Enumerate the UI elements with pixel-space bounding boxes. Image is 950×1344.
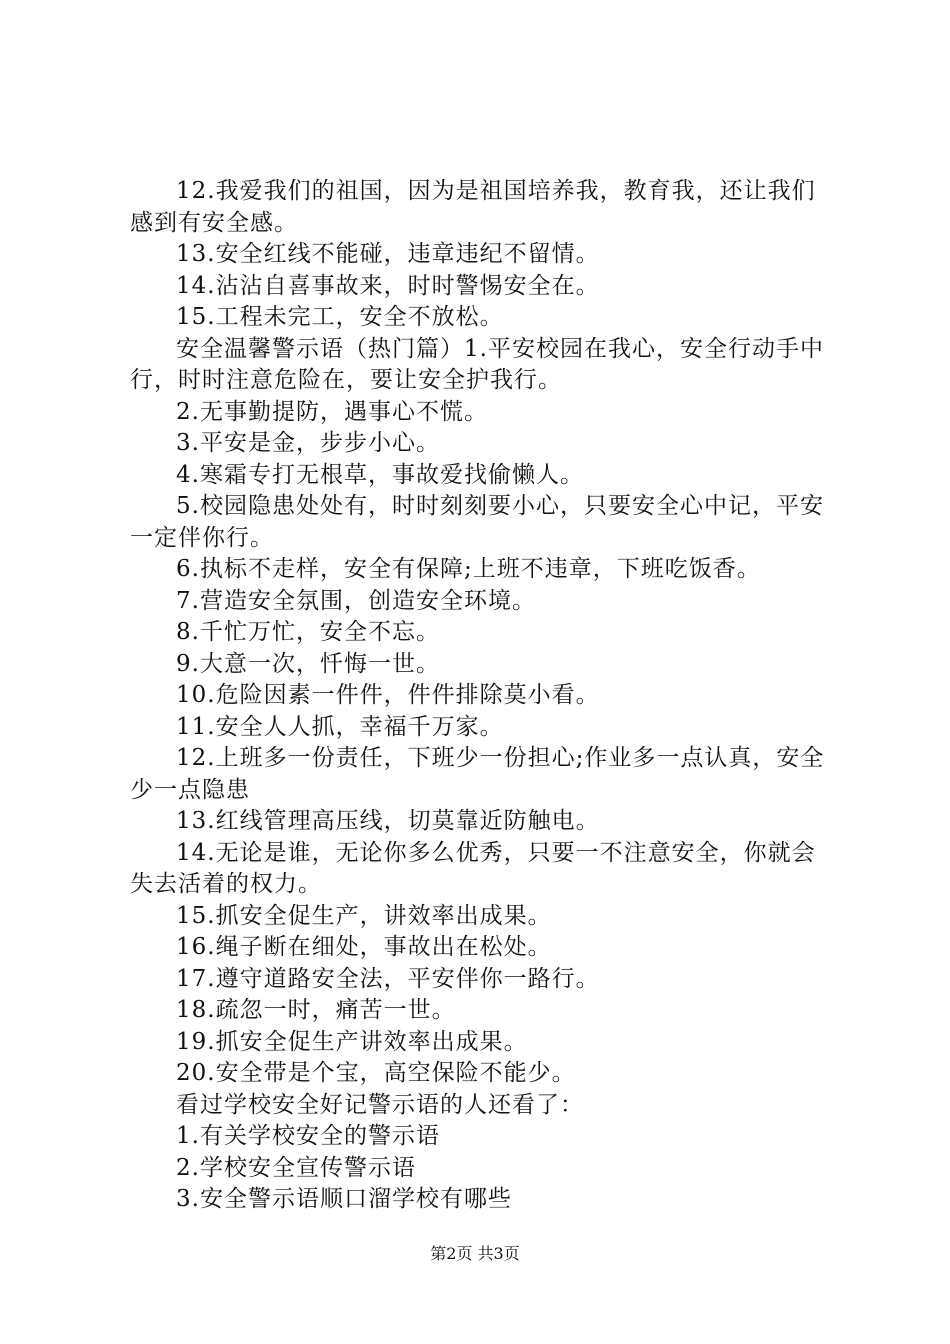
- paragraph: 3.平安是金，步步小心。: [176, 430, 440, 456]
- paragraph: 15.抓安全促生产，讲效率出成果。: [176, 902, 552, 929]
- paragraph: 20.安全带是个宝，高空保险不能少。: [176, 1060, 576, 1086]
- paragraph: 2.学校安全宣传警示语: [176, 1154, 416, 1181]
- paragraph: 19.抓安全促生产讲效率出成果。: [176, 1028, 528, 1055]
- document-body: [130, 176, 830, 1216]
- paragraph: 13.红线管理高压线，切莫靠近防触电。: [176, 808, 600, 834]
- paragraph: 5.校园隐患处处有，时时刻刻要小心，只要安全心中记，平安一定伴你行。: [130, 493, 824, 551]
- paragraph: 17.遵守道路安全法，平安伴你一路行。: [176, 965, 600, 992]
- paragraph: 18.疏忽一时，痛苦一世。: [176, 997, 456, 1023]
- paragraph: 12.上班多一份责任，下班少一份担心;作业多一点认真，安全少一点隐患: [130, 745, 825, 803]
- paragraph: 6.执标不走样，安全有保障;上班不违章，下班吃饭香。: [176, 556, 761, 582]
- paragraph: 13.安全红线不能碰，违章违纪不留情。: [176, 241, 600, 267]
- paragraph: 9.大意一次，忏悔一世。: [176, 650, 440, 677]
- paragraph: 看过学校安全好记警示语的人还看了：: [176, 1091, 584, 1118]
- paragraph: 14.无论是谁，无论你多么优秀，只要一不注意安全，你就会失去活着的权力。: [130, 839, 816, 897]
- paragraph: 12.我爱我们的祖国，因为是祖国培养我，教育我，还让我们感到有安全感。: [130, 178, 816, 236]
- paragraph: 7.营造安全氛围，创造安全环境。: [176, 587, 536, 614]
- paragraph: 14.沾沾自喜事故来，时时警惕安全在。: [176, 272, 600, 299]
- paragraph: 11.安全人人抓，幸福千万家。: [176, 713, 504, 740]
- page-footer: 第2页 共3页: [430, 1244, 520, 1263]
- paragraph: 15.工程未完工，安全不放松。: [176, 304, 504, 330]
- paragraph: 安全温馨警示语（热门篇）1.平安校园在我心，安全行动手中行，时时注意危险在，要让安全护我行。: [130, 335, 824, 393]
- paragraph: 4.寒霜专打无根草，事故爱找偷懒人。: [176, 461, 584, 488]
- paragraph: 8.千忙万忙，安全不忘。: [176, 619, 440, 645]
- paragraph: 2.无事勤提防，遇事心不慌。: [176, 398, 488, 425]
- paragraph: 10.危险因素一件件，件件排除莫小看。: [176, 682, 600, 708]
- paragraph: 16.绳子断在细处，事故出在松处。: [176, 934, 552, 960]
- paragraph: 3.安全警示语顺口溜学校有哪些: [176, 1186, 512, 1212]
- paragraph: 1.有关学校安全的警示语: [176, 1123, 440, 1149]
